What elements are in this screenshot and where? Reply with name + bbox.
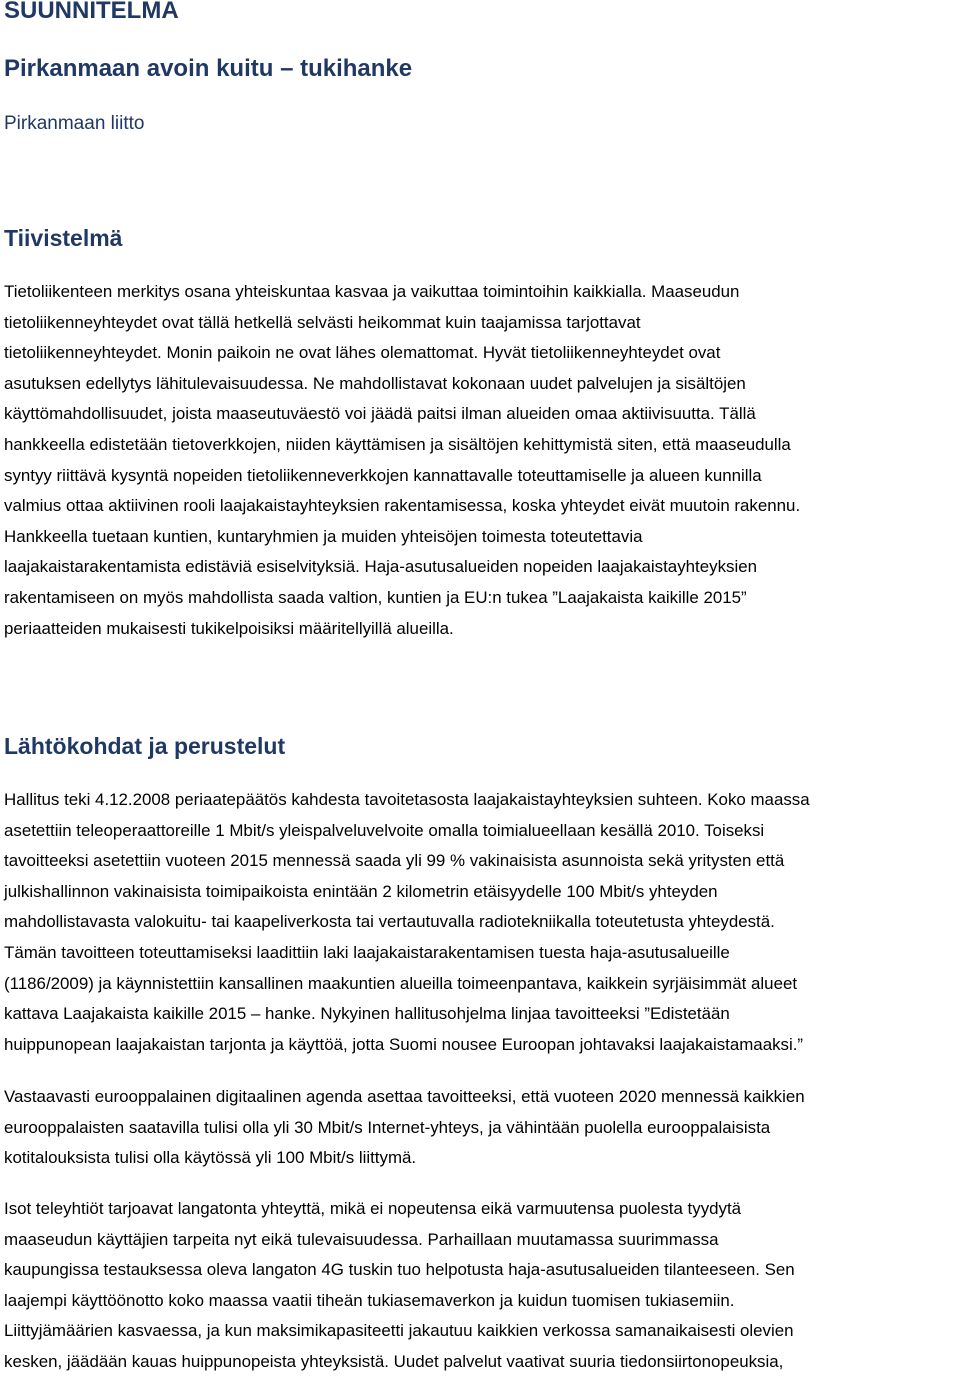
text-line: kaupungissa testauksessa oleva langaton 4G tuskin tuo helpotusta haja-asutusalueiden tilanteeseen. Sen: [4, 1260, 795, 1280]
document-type-label: SUUNNITELMA: [4, 0, 179, 24]
text-line: tavoitteeksi asetettiin vuoteen 2015 mennessä saada yli 99 % vakinaisista asunnoista sekä yritysten että: [4, 851, 785, 871]
summary-paragraph: [4, 277, 960, 644]
text-line: tietoliikenneyhteydet. Monin paikoin ne ovat lähes olemattomat. Hyvät tietoliikenneyhteydet ovat: [4, 343, 721, 363]
text-line: kattava Laajakaista kaikille 2015 – hanke. Nykyinen hallitusohjelma linjaa tavoitteeksi ”Edistetään: [4, 1004, 730, 1024]
text-line: huippunopean laajakaistan tarjonta ja käyttöä, jotta Suomi nousee Euroopan johtavaksi laajakaistamaaksi.”: [4, 1034, 804, 1054]
text-line: Tämän tavoitteen toteuttamiseksi laadittiin laki laajakaistarakentamisen tuesta haja-asutusalueille: [4, 942, 730, 962]
text-line: kotitalouksista tulisi olla käytössä yli 100 Mbit/s liittymä.: [4, 1148, 417, 1168]
text-line: käyttömahdollisuudet, joista maaseutuväestö voi jäädä paitsi ilman alueiden omaa aktiivisuutta. Tällä: [4, 404, 756, 424]
text-line: laajempi käyttöönotto koko maassa vaatii tiheän tukiasemaverkon ja kuidun tuomisen tukiasemiin.: [4, 1290, 735, 1310]
text-line: periaatteiden mukaisesti tukikelpoisiksi määritellyillä alueilla.: [4, 618, 454, 638]
organization-name: Pirkanmaan liitto: [4, 113, 145, 134]
section-heading-background: Lähtökohdat ja perustelut: [4, 733, 286, 759]
text-line: maaseudun käyttäjien tarpeita nyt eikä tulevaisuudessa. Parhaillaan muutamassa suurimmassa: [4, 1229, 719, 1249]
text-line: Hankkeella tuetaan kuntien, kuntaryhmien ja muiden yhteisöjen toimesta toteutettavia: [4, 526, 643, 546]
text-line: Vastaavasti eurooppalainen digitaalinen agenda asettaa tavoitteeksi, että vuoteen 2020 mennessä kaikkien: [4, 1087, 805, 1106]
text-line: valmius ottaa aktiivinen rooli laajakaistayhteyksien rakentamisessa, koska yhteydet eivät muutoin rakennu.: [4, 496, 801, 516]
text-line: Tietoliikenteen merkitys osana yhteiskuntaa kasvaa ja vaikuttaa toimintoihin kaikkialla. Maaseudun: [4, 282, 740, 301]
text-line: hankkeella edistetään tietoverkkojen, niiden käyttämisen ja sisältöjen kehittymistä siten, että maaseudulla: [4, 434, 791, 454]
background-paragraph-2: [4, 1082, 960, 1174]
text-line: asutuksen edellytys lähitulevaisuudessa. Ne mahdollistavat kokonaan uudet palvelujen ja sisältöjen: [4, 373, 746, 393]
text-line: kesken, jäädään kauas huippunopeista yhteyksistä. Uudet palvelut vaativat suuria tiedonsiirtonopeuksia,: [4, 1351, 784, 1371]
text-line: tietoliikenneyhteydet ovat tällä hetkellä selvästi heikommat kuin taajamissa tarjottavat: [4, 312, 641, 332]
text-line: (1186/2009) ja käynnistettiin kansallinen maakuntien alueilla toimeenpantava, kaikkein syrjäisimmät alueet: [4, 973, 798, 993]
text-line: Isot teleyhtiöt tarjoavat langatonta yhteyttä, mikä ei nopeutensa eikä varmuutensa puolesta tyydytä: [4, 1199, 742, 1218]
text-line: asetettiin teleoperaattoreille 1 Mbit/s yleispalveluvelvoite omalla toimialueellaan kesällä 2010. Toiseksi: [4, 820, 765, 840]
text-line: laajakaistarakentamista edistäviä esiselvityksiä. Haja-asutusalueiden nopeiden laajakaistayhteyksien: [4, 557, 757, 577]
text-line: rakentamiseen on myös mahdollista saada valtion, kuntien ja EU:n tukea ”Laajakaista kaikille 2015”: [4, 587, 747, 607]
text-line: julkishallinnon vakinaisista toimipaikoista enintään 2 kilometrin etäisyydelle 100 Mbit/s yhteyden: [4, 881, 718, 901]
text-line: Hallitus teki 4.12.2008 periaatepäätös kahdesta tavoitetasosta laajakaistayhteyksien suhteen. Koko maassa: [4, 790, 810, 809]
text-line: Liittyjämäärien kasvaessa, ja kun maksimikapasiteetti jakautuu kaikkien verkossa samanaikaisesti olevien: [4, 1321, 794, 1341]
text-line: syntyy riittävä kysyntä nopeiden tietoliikenneverkkojen kannattavalle toteuttamiselle ja alueen kunnilla: [4, 465, 762, 485]
background-paragraph-1: [4, 785, 960, 1060]
document-title: Pirkanmaan avoin kuitu – tukihanke: [4, 55, 413, 82]
section-heading-summary: Tiivistelmä: [4, 225, 123, 251]
text-line: mahdollistavasta valokuitu- tai kaapeliverkosta tai vertautuvalla radiotekniikalla toteutetusta yhteydestä.: [4, 912, 775, 932]
background-paragraph-3: [4, 1194, 960, 1378]
text-line: eurooppalaisten saatavilla tulisi olla yli 30 Mbit/s Internet-yhteys, ja vähintään puolella eurooppalaisista: [4, 1117, 771, 1137]
